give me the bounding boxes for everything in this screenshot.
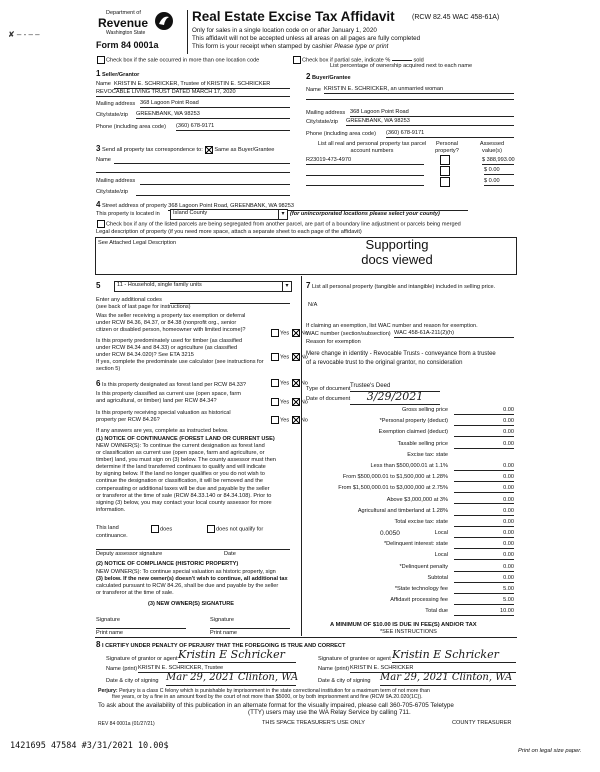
current-use-no-checkbox[interactable] <box>292 398 300 406</box>
corr-city-label: City/state/zip <box>96 189 129 195</box>
new-owner-signature-label-2: Signature <box>210 617 234 623</box>
deputy-date-label: Date <box>224 551 236 557</box>
timber-no-checkbox[interactable] <box>292 353 300 361</box>
historic-no-checkbox[interactable] <box>292 416 300 424</box>
new-owner-print-label-1: Print name <box>96 630 124 636</box>
calc-row: Local 0.00 <box>434 552 514 559</box>
seller-mail-label: Mailing address <box>96 101 136 107</box>
street-address-row: 4 Street address of property 368 Lagoon Point Road, GREENBANK, WA 98253 <box>96 200 468 211</box>
q-forest: 6 Is this property designated as forest land per RCW 84.33? <box>96 379 246 388</box>
seller-name-value-1: KRISTIN E. SCHRICKER, Trustee of KRISTIN E. SCHRICKER <box>114 81 290 89</box>
grantor-date-label: Date & city of signing <box>106 678 159 684</box>
seller-phone-value: (360) 678-9171 <box>176 123 290 131</box>
supporting-docs-stamp: Supporting docs viewed <box>361 237 433 267</box>
legal-description-label: Legal description of property (if you need more space, attach a separate sheet to each page of the affidavit) <box>96 229 362 235</box>
personal-checkbox-2[interactable] <box>440 177 450 187</box>
buyer-mail-label: Mailing address <box>306 110 346 116</box>
certify-statement: 8 I CERTIFY UNDER PENALTY OF PERJURY THAT THE FOREGOING IS TRUE AND CORRECT <box>96 640 346 649</box>
calc-row: *Delinquent interest: state 0.00 <box>383 541 514 548</box>
does-qualify-checkbox[interactable] <box>151 525 159 533</box>
not-qualify-option[interactable]: does not qualify for <box>206 525 263 533</box>
seller-city-value: GREENBANK, WA 98253 <box>136 111 290 119</box>
new-owner-signature-title: (3) NEW OWNER(S) SIGNATURE <box>148 601 234 607</box>
seller-name-label: Name <box>96 81 111 87</box>
current-use-yes-checkbox[interactable] <box>271 398 279 406</box>
calc-row: *Personal property (deduct) 0.00 <box>379 418 514 425</box>
seller-name-value-2: REVOCABLE LIVING TRUST DATED MARCH 17, 2020 <box>96 89 290 97</box>
calc-row: Agricultural and timberland at 1.28% 0.00 <box>357 507 514 514</box>
multi-location-checkbox-row[interactable]: Check box if the sale occurred in more than one location code <box>96 56 259 64</box>
seller-mail-value: 368 Lagoon Point Road <box>140 100 290 108</box>
segregated-row[interactable]: Check box if any of the listed parcels are being segregated from another parcel, are part of a boundary line adjustment or parcels being merged <box>96 220 461 228</box>
seller-phone-label: Phone (including area code) <box>96 124 166 130</box>
exemption-claim-label: If claiming an exemption, list WAC number and reason for exemption. <box>306 323 478 329</box>
q-timber-answer[interactable]: Yes No <box>270 353 308 361</box>
accessibility-note: To ask about the availability of this publication in an alternate format for the visually impaired, please call 360-705-6705 Teletype (TTY) users may use the WA Relay Service by calling 711. <box>98 702 454 717</box>
chevron-down-icon: ▾ <box>282 282 291 291</box>
assessed-header: Assessed value(s) <box>479 141 505 154</box>
q-exemption: Was the seller receiving a property tax exemption or deferral under RCW 84.36, 84.37, or 84.38 (nonprofit org., senior citizen or disabled person, homeowner with limited income)? <box>96 313 246 333</box>
grantee-name-label: Name (print) <box>318 666 350 672</box>
buyer-phone-label: Phone (including area code) <box>306 131 376 137</box>
grantor-signature: Kristin E Schricker <box>178 648 296 663</box>
new-owner-signature-label-1: Signature <box>96 617 120 623</box>
subtitle-1: Only for sales in a single location code on or after January 1, 2020 <box>192 27 377 34</box>
chevron-down-icon: ▾ <box>278 210 287 219</box>
street-address-value: 368 Lagoon Point Road, GREENBANK, WA 98253 <box>168 203 468 211</box>
rcw-reference: (RCW 82.45 WAC 458-61A) <box>412 14 500 21</box>
assessed-value-2: $ 0.00 <box>484 178 514 186</box>
revenue-wordmark: Revenue <box>98 16 149 30</box>
exemption-yes-checkbox[interactable] <box>271 329 279 337</box>
personal-property-header: Personal property? <box>435 141 459 154</box>
form-number: Form 84 0001a <box>96 40 159 50</box>
buyer-heading: 2 Buyer/Grantee <box>306 72 351 81</box>
corr-name-label: Name <box>96 157 111 163</box>
grantee-signature: Kristin E Schricker <box>392 648 516 663</box>
minimum-due-note: A MINIMUM OF $10.00 IS DUE IN FEE(S) AND/OR TAX <box>330 622 477 628</box>
treasurer-use: THIS SPACE TREASURER'S USE ONLY <box>262 720 366 726</box>
continuance-word: continuance. <box>96 533 128 539</box>
subtitle-2: This affidavit will not be accepted unless all areas on all pages are fully completed <box>192 35 421 42</box>
calc-row: Affidavit processing fee 5.00 <box>390 597 514 604</box>
grantee-signature-label: Signature of grantee or agent <box>318 656 391 662</box>
buyer-mail-value: 368 Lagoon Point Road <box>350 109 514 117</box>
continuance-title: (1) NOTICE OF CONTINUANCE (FOREST LAND OR CURRENT USE) <box>96 436 275 442</box>
grantor-name-label: Name (print) <box>106 666 138 672</box>
calc-row: Less than $500,000.01 at 1.1% 0.00 <box>370 462 514 469</box>
grantor-date-value: Mar 29, 2021 Clinton, WA <box>166 672 296 686</box>
q-current-use-answer[interactable]: Yes No <box>270 398 308 406</box>
calc-row: Taxable selling price 0.00 <box>397 440 514 447</box>
segregated-checkbox[interactable] <box>97 220 105 228</box>
seller-city-label: City/state/zip <box>96 112 129 118</box>
q-historic: Is this property receiving special valuation as historical property per RCW 84.26? <box>96 410 231 423</box>
reason-label: Reason for exemption <box>306 339 361 345</box>
partial-sale-row[interactable]: Check box if partial sale, indicate % sold <box>292 56 424 64</box>
buyer-name-value: KRISTIN E. SCHRICKER, an unmarried woman <box>324 86 514 94</box>
personal-checkbox-1[interactable] <box>440 166 450 176</box>
corr-mail-label: Mailing address <box>96 178 136 184</box>
buyer-city-value: GREENBANK, WA 98253 <box>346 118 514 126</box>
receipt-stamp: 1421695 47584 #3/31/2021 10.00$ <box>10 741 169 751</box>
see-instructions: *SEE INSTRUCTIONS <box>380 629 437 635</box>
personal-property-label: 7 List all personal property (tangible and intangible) included in selling price. <box>306 281 496 290</box>
correspondence-heading: 3 Send all property tax correspondence to: Same as Buyer/Grantee <box>96 144 275 153</box>
calc-row: Gross selling price 0.00 <box>401 407 514 413</box>
subtitle-3: This form is your receipt when stamped by cashier Please type or print <box>192 43 389 50</box>
seller-heading: 1 Seller/Grantor <box>96 69 140 78</box>
legal-description-value: See Attached Legal Description <box>98 240 177 246</box>
parcel-header: List all real and personal property tax parcel account numbers <box>317 141 427 154</box>
calc-row: Excise tax: state <box>407 451 448 458</box>
does-qualify-option[interactable]: does <box>150 525 172 533</box>
buyer-city-label: City/state/zip <box>306 119 339 125</box>
doc-date-value: 3/29/2021 <box>350 390 440 405</box>
q-current-use: Is this property classified as current use (open space, farm and agricultural, or timber) land per RCW 84.34? <box>96 391 241 404</box>
same-as-buyer-checkbox[interactable] <box>205 146 213 154</box>
buyer-name-label: Name <box>306 87 321 93</box>
partial-sale-note: List percentage of ownership acquired next to each name <box>330 63 473 69</box>
not-qualify-checkbox[interactable] <box>207 525 215 533</box>
new-owner-print-label-2: Print name <box>210 630 238 636</box>
wac-value: WAC 458-61A-211(2)(h) <box>394 330 514 338</box>
personal-checkbox-0[interactable] <box>440 155 450 165</box>
calc-row: *State technology fee 5.00 <box>394 586 514 592</box>
forest-no-checkbox[interactable] <box>292 379 300 387</box>
doc-type-value: Trustee's Deed <box>350 383 440 392</box>
doc-type-label: Type of document <box>306 386 351 392</box>
forest-yes-checkbox[interactable] <box>271 379 279 387</box>
revision-code: REV 84 0001a (01/27/21) <box>98 721 155 727</box>
revenue-logo-icon <box>154 11 174 31</box>
historic-body: NEW OWNER(S): To continue special valuation as historic property, sign (3) below. If the new owner(s) doesn't wish to continue, all additional tax calculated pursuant to RCW 84.26, shall be due and payable by the seller or transferor at the time of sale. <box>96 569 288 597</box>
grantee-date-value: Mar 29, 2021 Clinton, WA <box>380 672 516 686</box>
partial-sale-checkbox[interactable] <box>293 56 301 64</box>
tax-calculation <box>306 407 516 620</box>
doc-date-label: Date of document <box>306 396 351 402</box>
exemption-no-checkbox[interactable] <box>292 329 300 337</box>
assessed-value-0: $ 388,993.00 <box>482 157 515 163</box>
corner-mark: ✘ ‒ ‐ – ‒ <box>8 30 40 39</box>
located-in-row: This property is located in <box>96 211 160 217</box>
personal-property-value: N/A <box>308 302 318 308</box>
calc-row: Exemption claimed (deduct) 0.00 <box>378 429 514 436</box>
grantor-name-value: KRISTIN E. SCHRICKER, Trustee <box>138 665 296 673</box>
calc-row: *Delinquent penalty 0.00 <box>399 563 514 570</box>
grantor-signature-label: Signature of grantor or agent <box>106 656 178 662</box>
dept-line: Department of <box>106 10 141 16</box>
state-line: Washington State <box>106 30 146 36</box>
buyer-phone-value: (360) 678-9171 <box>386 130 514 138</box>
additional-codes-note: (see back of last page for instructions) <box>96 304 191 310</box>
calc-row: Total excise tax: state 0.00 <box>394 518 514 525</box>
historic-title: (2) NOTICE OF COMPLIANCE (HISTORIC PROPERTY) <box>96 561 239 567</box>
q-historic-answer[interactable]: Yes No <box>270 416 308 424</box>
grantee-date-label: Date & city of signing <box>318 678 371 684</box>
if-yes-note: If any answers are yes, complete as instructed below. <box>96 428 229 434</box>
grantee-name-value: KRISTIN E. SCHRICKER <box>350 665 516 673</box>
assessed-value-1: $ 0.00 <box>484 167 514 175</box>
section-5-number: 5 <box>96 281 101 290</box>
parcel-row-0: R23019-473-4970 <box>306 157 424 165</box>
this-land-row: This land <box>96 525 119 531</box>
calc-row: 0.0050 Local 0.00 <box>380 530 514 538</box>
q-exemption-answer[interactable]: Yes No <box>270 329 308 337</box>
calc-row: Total due 10.00 <box>425 608 514 615</box>
calc-row: From $500,000.01 to $1,500,000 at 1.28% 0.00 <box>342 474 514 481</box>
calc-row: Subtotal 0.00 <box>427 574 514 581</box>
timber-yes-checkbox[interactable] <box>271 353 279 361</box>
continuance-body: NEW OWNER(S): To continue the current designation as forest land or classification as current use (open space, farm and agriculture, or timber) land, you must sign on (3) below. The county assessor must then determine if the land transferred continues to qualify and will indicate by signing below. If the land no longer qualifies or you do not wish to continue the designation or classification, it will be removed and the compensating or additional taxes will be due and payable by the seller or transferor at the time of sale (RCW 84.33.140 or 84.34.108). Prior to signing (3) below, you may contact your local county assessor for more information. <box>96 443 276 513</box>
legal-size-note: Print on legal size paper. <box>518 748 582 754</box>
perjury-note: Perjury: Perjury is a class C felony which is punishable by imprisonment in the state correctional institution for a maximum term of not more than five years, or by a fine in an amount fixed by the court of not more than $5000, or by both imprisonment and fine (RCW 9A.20.020(1C)). <box>98 688 430 701</box>
county-treasurer: COUNTY TREASURER <box>452 720 512 726</box>
form-title: Real Estate Excise Tax Affidavit <box>192 9 395 24</box>
deputy-signature-label: Deputy assessor signature <box>96 551 163 557</box>
reason-value: Mere change in identity - Revocable Trusts - conveyance from a trustee of a revocable trust to the original grantor, no consideration <box>306 351 496 366</box>
q-timber: Is this property predominately used for timber (as classified under RCW 84.34 and 84.33) or agriculture (as classified under RCW 84.34.020)? See ETA 3215 If yes, complete the predominate use calculator (see instructions for section 5) <box>96 338 264 372</box>
legal-description-box[interactable] <box>95 237 517 275</box>
q-forest-answer[interactable]: Yes No <box>270 379 308 387</box>
county-select[interactable]: Island County ▾ <box>170 209 288 220</box>
calc-row: From $1,500,000.01 to $3,000,000 at 2.75% 0.00 <box>338 485 514 492</box>
calc-row: Above $3,000,000 at 3% 0.00 <box>386 496 514 503</box>
historic-yes-checkbox[interactable] <box>271 416 279 424</box>
land-use-select[interactable]: 11 - Household, single family units ▾ <box>114 281 292 292</box>
located-note: (for unincorporated locations please select your county) <box>290 211 440 217</box>
wac-label: WAC number (section/subsection) <box>306 331 391 337</box>
multi-location-checkbox[interactable] <box>97 56 105 64</box>
additional-codes-label: Enter any additional codes <box>96 297 162 303</box>
